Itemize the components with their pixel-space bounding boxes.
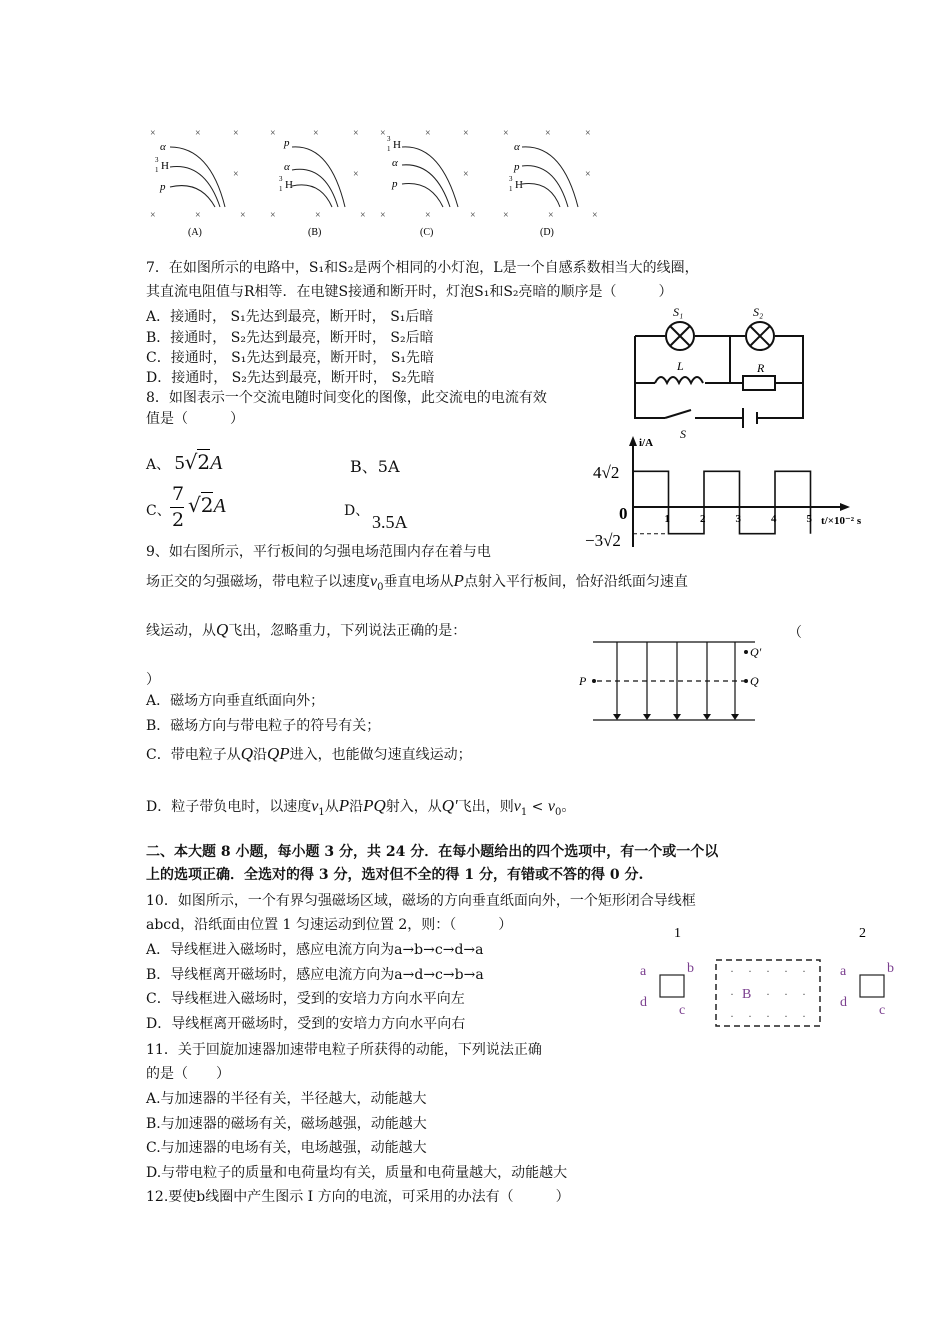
switch-label: S <box>680 427 686 441</box>
text: 垂直电场从 <box>383 574 454 590</box>
cross-mark: × <box>548 210 554 221</box>
cross-mark: × <box>592 210 598 221</box>
y-axis-label: i/A <box>639 437 654 449</box>
text: D．粒子带负电时，以速度 <box>146 799 312 815</box>
option-a-value: 5 <box>174 452 185 474</box>
triton-label: H <box>515 179 523 191</box>
cross-mark: × <box>545 128 551 139</box>
q7-option-a: A．接通时， S₁先达到最亮，断开时， S₁后暗 <box>146 309 434 325</box>
field-dot: · <box>748 1009 752 1023</box>
coil-label: L <box>677 359 684 373</box>
less-than: < <box>527 799 548 815</box>
triton-label: H <box>393 139 401 151</box>
v1-subscript: 1 <box>318 806 325 818</box>
field-label: B <box>742 987 752 1002</box>
cross-mark: × <box>270 210 276 221</box>
x-tick-label: 1 <box>664 513 670 525</box>
point-q: Q <box>216 620 229 639</box>
proton-label: p <box>514 161 520 173</box>
corner-a: a <box>640 964 647 979</box>
q8-stem-line1: 8．如图表示一个交流电随时间变化的图像，此交流电的电流有效 <box>146 390 547 406</box>
cross-mark: × <box>150 128 156 139</box>
parallel-plate-figure <box>575 632 775 727</box>
v0-symbol: v <box>547 798 555 815</box>
text: 。 <box>561 799 576 815</box>
proton-label: p <box>284 137 290 149</box>
point-q-prime-label: Q' <box>750 645 762 659</box>
field-dot: · <box>784 1009 788 1023</box>
x-tick-label: 4 <box>771 513 777 525</box>
mass-number: 3 <box>509 175 513 183</box>
field-dot: · <box>802 1009 806 1023</box>
x-tick-label: 5 <box>806 513 812 525</box>
q9-stem-line1: 9、如右图所示，平行板间的匀强电场范围内存在着与电 <box>146 544 491 560</box>
corner-c: c <box>679 1003 686 1018</box>
option-label: C、 <box>146 503 171 519</box>
fraction-denominator: 2 <box>172 509 185 531</box>
q10-option-d: D．导线框离开磁场时，受到的安培力方向水平向右 <box>146 1016 466 1032</box>
cross-mark: × <box>503 210 509 221</box>
q11-stem-line1: 11．关于回旋加速器加速带电粒子所获得的动能，下列说法正确 <box>146 1042 542 1058</box>
corner-d: d <box>840 995 847 1010</box>
section2-heading-line2: 上的选项正确．全选对的得 3 分，选对但不全的得 1 分，有错或不答的得 0 分. <box>146 867 644 883</box>
alpha-label: α <box>392 157 398 169</box>
atomic-number: 1 <box>509 185 513 193</box>
point-p: P <box>453 571 464 590</box>
q9-option-c <box>146 745 472 764</box>
q9-option-b: B．磁场方向与带电粒子的符号有关； <box>146 718 381 734</box>
cross-mark: × <box>353 169 359 180</box>
text: 点射入平行板间，恰好沿纸面匀速直 <box>463 574 688 590</box>
corner-a: a <box>840 964 847 979</box>
cross-mark: × <box>313 128 319 139</box>
v0-subscript: 0 <box>377 581 384 593</box>
cross-mark: × <box>240 210 246 221</box>
cross-mark: × <box>463 169 469 180</box>
point-q: Q <box>240 744 253 763</box>
q7-stem-line2: 其直流电阻值与R相等．在电键S接通和断开时，灯泡S₁和S₂亮暗的顺序是（ ） <box>146 284 673 300</box>
field-dot: · <box>802 987 806 1001</box>
section2-heading-line1: 二、本大题 8 小题，每小题 3 分，共 24 分．在每小题给出的四个选项中，有一个或一个以 <box>146 844 719 860</box>
cross-mark: × <box>463 128 469 139</box>
field-dot: · <box>766 987 770 1001</box>
text: 飞出，忽略重力，下列说法正确的是： <box>228 623 467 639</box>
atomic-number: 1 <box>155 166 159 174</box>
proton-label: p <box>160 181 166 193</box>
cross-mark: × <box>585 128 591 139</box>
q12-stem: 12.要使b线圈中产生图示 I 方向的电流，可采用的办法有（ ） <box>146 1189 570 1205</box>
atomic-number: 1 <box>387 145 391 153</box>
q9-paren-open: （ <box>788 625 802 641</box>
cross-mark: × <box>425 210 431 221</box>
cross-mark: × <box>233 128 239 139</box>
q8-option-a: A、 5√2A <box>146 450 223 474</box>
v1-symbol: v <box>311 798 319 815</box>
panel-label: (C) <box>420 227 434 238</box>
v0-symbol: v <box>370 573 378 590</box>
field-dot: · <box>748 964 752 978</box>
q11-option-b: B.与加速器的磁场有关，磁场越强，动能越大 <box>146 1116 427 1132</box>
q10-stem-line2: abcd，沿纸面由位置 1 匀速运动到位置 2，则：（ ） <box>146 917 513 933</box>
field-dot: · <box>766 1009 770 1023</box>
cross-mark: × <box>353 128 359 139</box>
cross-mark: × <box>585 169 591 180</box>
cross-mark: × <box>425 128 431 139</box>
q8-stem-line2: 值是（ ） <box>146 411 244 427</box>
q9-option-d <box>146 797 575 822</box>
q11-option-a: A.与加速器的半径有关，半径越大，动能越大 <box>146 1091 427 1107</box>
panel-label: (D) <box>540 227 554 238</box>
fraction-numerator: 7 <box>172 483 185 505</box>
mass-number: 3 <box>279 175 283 183</box>
circuit-diagram <box>625 298 820 443</box>
position-2-label: 2 <box>859 926 866 941</box>
position-1-label: 1 <box>674 926 681 941</box>
q7-option-b: B．接通时， S₂先达到最亮，断开时， S₂后暗 <box>146 330 434 346</box>
cross-mark: × <box>150 210 156 221</box>
q9-paren-close: ） <box>146 672 160 688</box>
point-p: P <box>338 796 350 815</box>
field-dot: · <box>730 1009 734 1023</box>
cross-mark: × <box>380 128 386 139</box>
q11-option-d: D.与带电粒子的质量和电荷量均有关，质量和电荷量越大，动能越大 <box>146 1165 568 1181</box>
corner-b: b <box>687 961 694 976</box>
field-dot: · <box>784 987 788 1001</box>
segment-pq: PQ <box>363 796 386 815</box>
cross-mark: × <box>195 210 201 221</box>
q8-option-d: 3.5A <box>372 512 408 532</box>
atomic-number: 1 <box>279 185 283 193</box>
point-q-prime: Q' <box>441 796 458 815</box>
cross-mark: × <box>195 128 201 139</box>
cross-mark: × <box>503 128 509 139</box>
mass-number: 3 <box>155 156 159 164</box>
q7-stem-line1: 7．在如图所示的电路中，S₁和S₂是两个相同的小灯泡，L是一个自感系数相当大的线圈， <box>146 260 699 276</box>
text: C．带电粒子从 <box>146 747 241 763</box>
point-q-label: Q <box>750 674 759 688</box>
q7-option-d: D．接通时， S₂先达到最亮，断开时， S₂先暗 <box>146 370 435 386</box>
q9-stem-line2 <box>146 572 688 597</box>
unit: A <box>210 452 223 474</box>
y-tick-label: 4√2 <box>593 463 620 482</box>
q8-option-d-label: D、 <box>344 503 370 519</box>
point-p-label: P <box>579 674 587 688</box>
triton-label: H <box>161 160 169 172</box>
cross-mark: × <box>315 210 321 221</box>
magnetic-field-frame-figure <box>632 920 902 1030</box>
triton-label: H <box>285 179 293 191</box>
corner-d: d <box>640 995 647 1010</box>
proton-label: p <box>392 178 398 190</box>
y-tick-label: −3√2 <box>585 531 621 550</box>
v1-subscript: 1 <box>520 806 528 818</box>
text: 场正交的匀强磁场，带电粒子以速度 <box>146 574 370 590</box>
cross-mark: × <box>270 128 276 139</box>
segment-qp: QP <box>267 744 290 763</box>
x-axis-label: t/×10⁻² s <box>821 515 862 527</box>
text: 飞出，则 <box>457 799 514 815</box>
text: 沿 <box>349 799 364 815</box>
cross-mark: × <box>360 210 366 221</box>
unit: A <box>213 495 226 517</box>
corner-c: c <box>879 1003 886 1018</box>
origin-label: 0 <box>619 504 628 523</box>
text: 线运动，从 <box>146 623 216 639</box>
text: 从 <box>324 799 339 815</box>
alpha-label: α <box>514 141 520 153</box>
alpha-label: α <box>160 141 166 153</box>
lamp1-label: S₁ <box>673 305 684 319</box>
frame-position-2 <box>860 975 884 997</box>
q10-option-c: C．导线框进入磁场时，受到的安培力方向水平向左 <box>146 991 465 1007</box>
cross-mark: × <box>233 169 239 180</box>
text: 射入，从 <box>385 799 442 815</box>
q8-option-b: B、5A <box>350 457 400 476</box>
lamp2-label: S₂ <box>753 305 764 319</box>
q10-option-a: A．导线框进入磁场时，感应电流方向为a→b→c→d→a <box>146 942 484 958</box>
x-tick-label: 2 <box>700 513 706 525</box>
ac-current-chart <box>585 432 890 557</box>
alpha-label: α <box>284 161 290 173</box>
q9-option-a: A．磁场方向垂直纸面向外； <box>146 693 325 709</box>
panel-label: (A) <box>188 227 202 238</box>
v1-symbol: v <box>513 798 521 815</box>
resistor-label: R <box>757 361 765 375</box>
v0-subscript: 0 <box>554 806 562 818</box>
q10-stem-line1: 10．如图所示，一个有界匀强磁场区域，磁场的方向垂直纸面向外，一个矩形闭合导线框 <box>146 893 696 909</box>
q11-stem-line2: 的是（ ） <box>146 1066 230 1082</box>
q9-stem-line3 <box>146 621 466 640</box>
frame-position-1 <box>660 975 684 997</box>
option-label: A、 <box>146 457 171 473</box>
cross-mark: × <box>380 210 386 221</box>
mass-number: 3 <box>387 135 391 143</box>
text: 沿 <box>253 747 267 763</box>
q7-option-c: C．接通时， S₁先达到最亮，断开时， S₁先暗 <box>146 350 435 366</box>
q10-option-b: B．导线框离开磁场时，感应电流方向为a→d→c→b→a <box>146 967 484 983</box>
x-tick-label: 3 <box>735 513 741 525</box>
radicand: 2 <box>197 450 211 474</box>
text: 进入，也能做匀速直线运动； <box>289 747 472 763</box>
panel-label: (B) <box>308 227 322 238</box>
field-dot: · <box>784 964 788 978</box>
current-waveform <box>633 471 811 533</box>
corner-b: b <box>887 961 894 976</box>
radicand: 2 <box>200 493 214 517</box>
field-crosses <box>150 128 598 221</box>
field-dot: · <box>730 987 734 1001</box>
q11-option-c: C.与加速器的电场有关，电场越强，动能越大 <box>146 1140 427 1156</box>
particle-tracks-figure <box>140 122 610 240</box>
cross-mark: × <box>470 210 476 221</box>
field-dot: · <box>802 964 806 978</box>
field-dot: · <box>730 964 734 978</box>
field-dot: · <box>766 964 770 978</box>
